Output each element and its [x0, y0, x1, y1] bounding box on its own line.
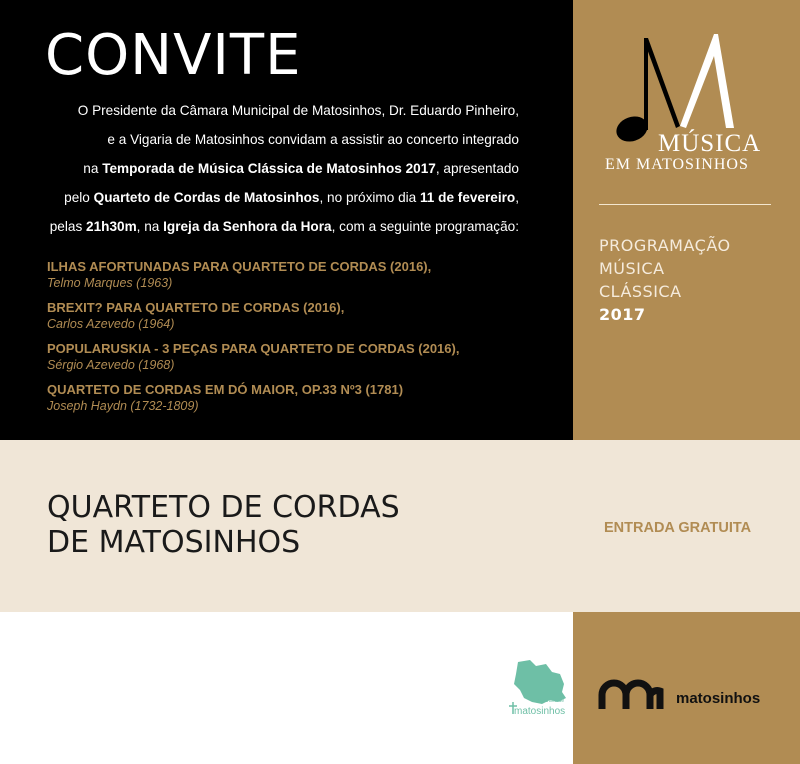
- intro-segment: ,: [515, 190, 519, 205]
- intro-line: [0, 96, 573, 125]
- program-composer: Joseph Haydn (1732-1809): [47, 399, 199, 413]
- intro-segment: , no próximo dia: [319, 190, 420, 205]
- intro-segment: pelas: [49, 219, 87, 234]
- intro-line: [0, 212, 573, 241]
- programacao-year: 2017: [599, 305, 646, 324]
- program-composer: Telmo Marques (1963): [47, 276, 173, 290]
- matosinhos-logo-text: matosinhos: [676, 690, 761, 707]
- intro-segment: , com a seguinte programação:: [331, 219, 519, 234]
- logo-text-em-matosinhos: EM MATOSINHOS: [605, 156, 749, 173]
- intro-segment: na: [83, 161, 103, 176]
- intro-highlight: Quarteto de Cordas de Matosinhos: [93, 190, 320, 205]
- vigaria-small-label: vigararia de: [538, 698, 565, 704]
- invitation-panel: [0, 0, 573, 440]
- program-item: [47, 299, 459, 332]
- concert-title-line2: DE MATOSINHOS: [47, 525, 301, 560]
- concert-title: [47, 490, 400, 560]
- program-composer: Sérgio Azevedo (1968): [47, 358, 175, 372]
- vigaria-name-label: matosinhos: [514, 706, 566, 717]
- intro-line: [0, 125, 573, 154]
- logo-text-musica: MÚSICA: [658, 130, 762, 157]
- program-piece-title: POPULARUSKIA - 3 PEÇAS PARA QUARTETO DE CORDAS (2016),: [47, 341, 460, 356]
- intro-segment: pelo: [64, 190, 94, 205]
- program-item: [47, 381, 459, 414]
- programacao-line1: PROGRAMAÇÃO: [599, 236, 731, 255]
- program-item: [47, 340, 459, 373]
- page-title: CONVITE: [45, 23, 302, 88]
- intro-segment: , apresentado: [435, 161, 519, 176]
- intro-segment: , na: [136, 219, 164, 234]
- programacao-line2: MÚSICA: [599, 259, 665, 278]
- intro-segment: e a Vigaria de Matosinhos convidam a assistir ao concerto integrado: [107, 132, 519, 147]
- intro-text: [0, 96, 573, 241]
- concert-title-line1: QUARTETO DE CORDAS: [47, 490, 400, 525]
- intro-segment: O Presidente da Câmara Municipal de Matosinhos, Dr. Eduardo Pinheiro,: [77, 103, 519, 118]
- intro-highlight: Igreja da Senhora da Hora: [163, 219, 332, 234]
- free-entry-label: ENTRADA GRATUITA: [604, 520, 752, 536]
- programacao-line3: CLÁSSICA: [599, 282, 682, 301]
- program-item: [47, 258, 459, 291]
- program-piece-title: QUARTETO DE CORDAS EM DÓ MAIOR, OP.33 Nº3 (1781): [47, 382, 404, 397]
- program-composer: Carlos Azevedo (1964): [47, 317, 175, 331]
- program-list: [47, 258, 459, 422]
- intro-highlight: 11 de fevereiro: [420, 190, 516, 205]
- intro-highlight: Temporada de Música Clássica de Matosinhos 2017: [102, 161, 436, 176]
- program-piece-title: ILHAS AFORTUNADAS PARA QUARTETO DE CORDAS (2016),: [47, 259, 432, 274]
- intro-line: [0, 154, 573, 183]
- programacao-heading: [599, 234, 731, 326]
- divider: [599, 204, 771, 205]
- intro-line: [0, 183, 573, 212]
- matosinhos-mm-logo-icon: [598, 679, 664, 711]
- program-piece-title: BREXIT? PARA QUARTETO DE CORDAS (2016),: [47, 300, 345, 315]
- intro-highlight: 21h30m: [86, 219, 137, 234]
